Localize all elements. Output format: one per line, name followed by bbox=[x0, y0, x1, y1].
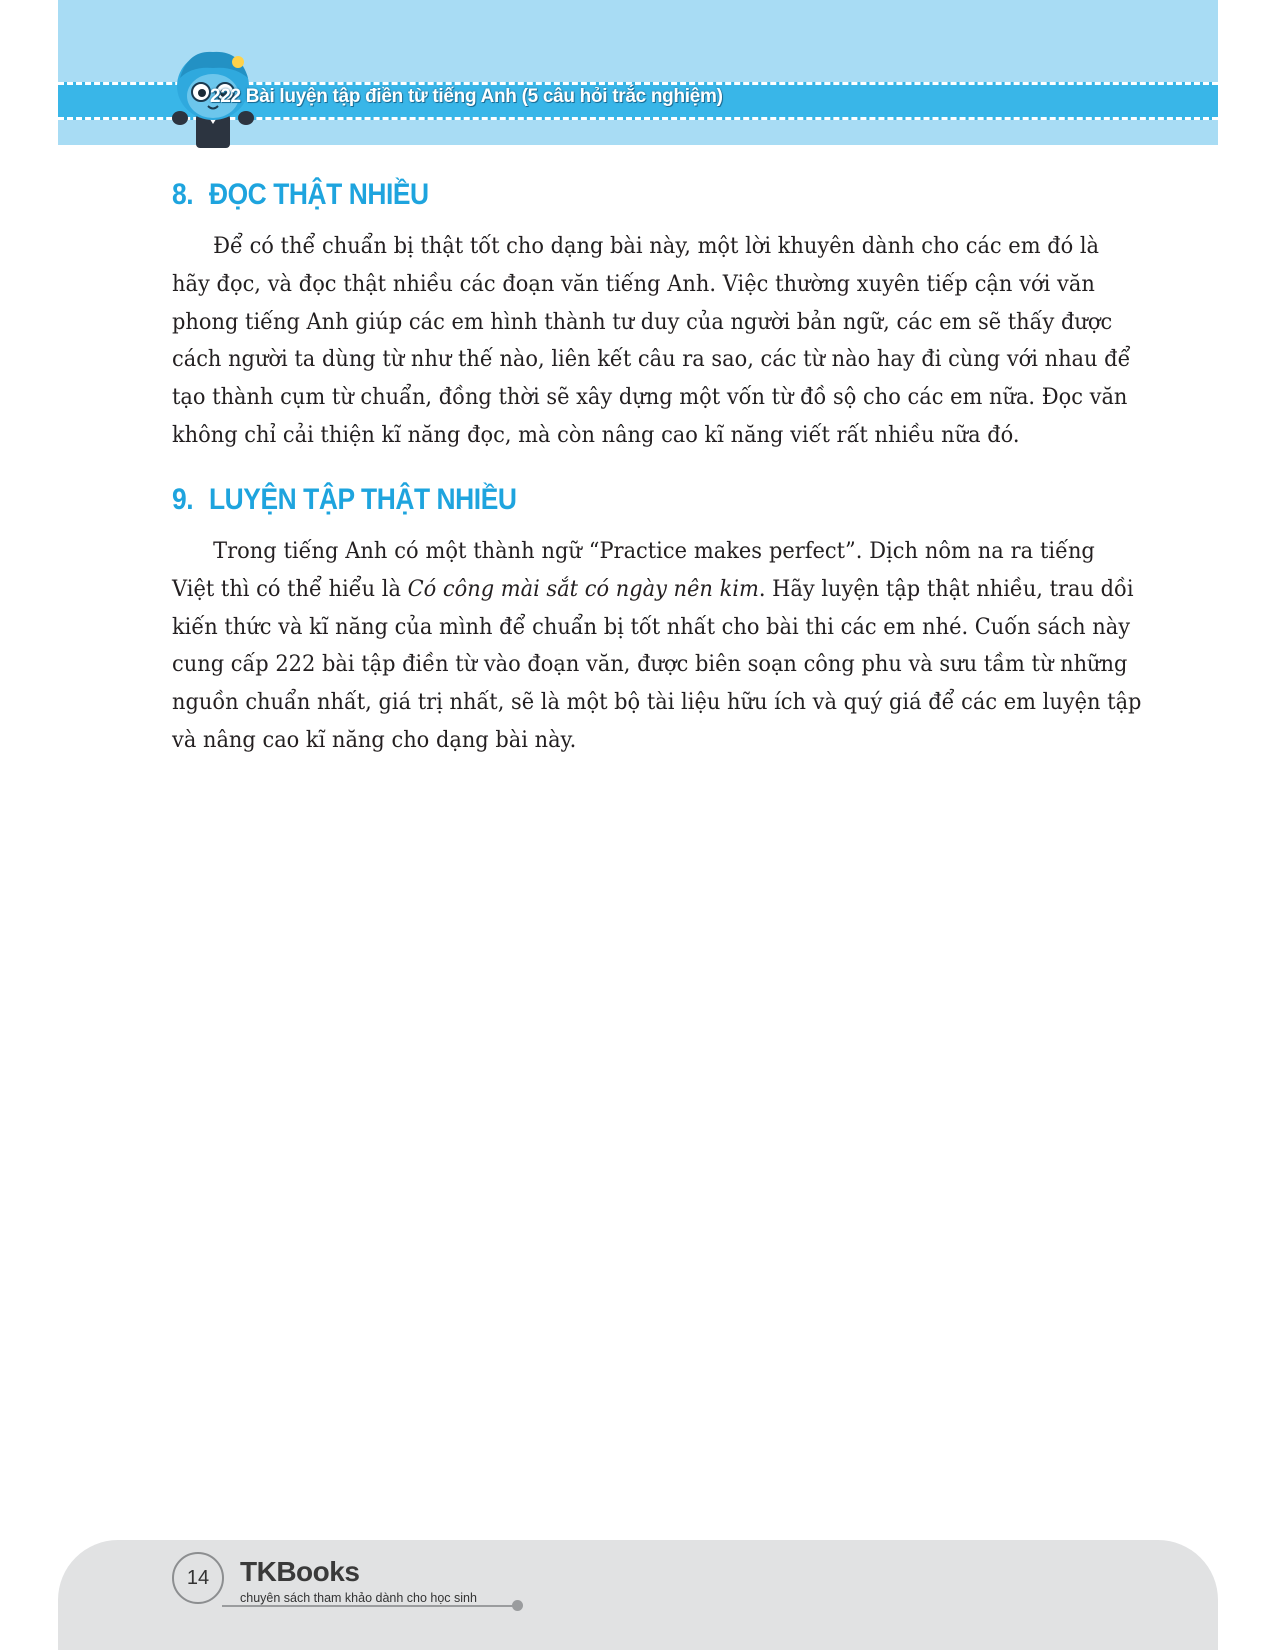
section-heading-9 bbox=[172, 483, 516, 517]
section-title: LUYỆN TẬP THẬT NHIỀU bbox=[208, 483, 517, 516]
paragraph-line: và nâng cao kĩ năng cho dạng bài này. bbox=[172, 726, 577, 753]
paragraph-line: kiến thức và kĩ năng của mình để chuẩn bị tốt nhất cho bài thi các em nhé. Cuốn sách này bbox=[172, 613, 1131, 640]
paragraph-line: hãy đọc, và đọc thật nhiều các đoạn văn tiếng Anh. Việc thường xuyên tiếp cận với văn bbox=[172, 270, 1095, 297]
paragraph-line: phong tiếng Anh giúp các em hình thành tư duy của người bản ngữ, các em sẽ thấy được bbox=[172, 308, 1113, 335]
idiom-italic: Có công mài sắt có ngày nên kim bbox=[407, 575, 759, 602]
footer-dot bbox=[512, 1600, 523, 1611]
line-text: Việt thì có thể hiểu là bbox=[172, 575, 408, 602]
page-footer bbox=[58, 1540, 1218, 1650]
footer-divider bbox=[222, 1605, 518, 1607]
section-8-paragraph bbox=[172, 228, 1131, 455]
paragraph-line: Để có thể chuẩn bị thật tốt cho dạng bài này, một lời khuyên dành cho các em đó là bbox=[213, 233, 1100, 259]
page-number: 14 bbox=[172, 1552, 224, 1604]
paragraph-line: cách người ta dùng từ như thế nào, liên kết câu ra sao, các từ nào hay đi cùng với nhau để bbox=[172, 346, 1131, 373]
brand-tagline: chuyên sách tham khảo dành cho học sinh bbox=[240, 1591, 477, 1605]
section-title: ĐỌC THẬT NHIỀU bbox=[208, 178, 429, 211]
paragraph-line bbox=[172, 571, 1134, 609]
section-9-paragraph bbox=[172, 533, 1142, 760]
section-number: 8. bbox=[172, 178, 194, 211]
header-title: 222 Bài luyện tập điền từ tiếng Anh (5 câu hỏi trắc nghiệm) bbox=[210, 86, 723, 107]
paragraph-line: cung cấp 222 bài tập điền từ vào đoạn văn, được biên soạn công phu và sưu tầm từ những bbox=[172, 651, 1128, 678]
brand-logo: TKBooks bbox=[240, 1556, 360, 1587]
paragraph-line: tạo thành cụm từ chuẩn, đồng thời sẽ xây dựng một vốn từ đồ sộ cho các em nữa. Đọc văn bbox=[172, 384, 1128, 411]
section-number: 9. bbox=[172, 483, 194, 516]
section-heading-8 bbox=[172, 178, 429, 212]
paragraph-line: không chỉ cải thiện kĩ năng đọc, mà còn nâng cao kĩ năng viết rất nhiều nữa đó. bbox=[172, 421, 1020, 448]
paragraph-line: nguồn chuẩn nhất, giá trị nhất, sẽ là một bộ tài liệu hữu ích và quý giá để các em luyện tập bbox=[172, 689, 1142, 716]
line-text: . Hãy luyện tập thật nhiều, trau dồi bbox=[758, 575, 1134, 602]
paragraph-line: Trong tiếng Anh có một thành ngữ “Practice makes perfect”. Dịch nôm na ra tiếng bbox=[213, 538, 1095, 564]
